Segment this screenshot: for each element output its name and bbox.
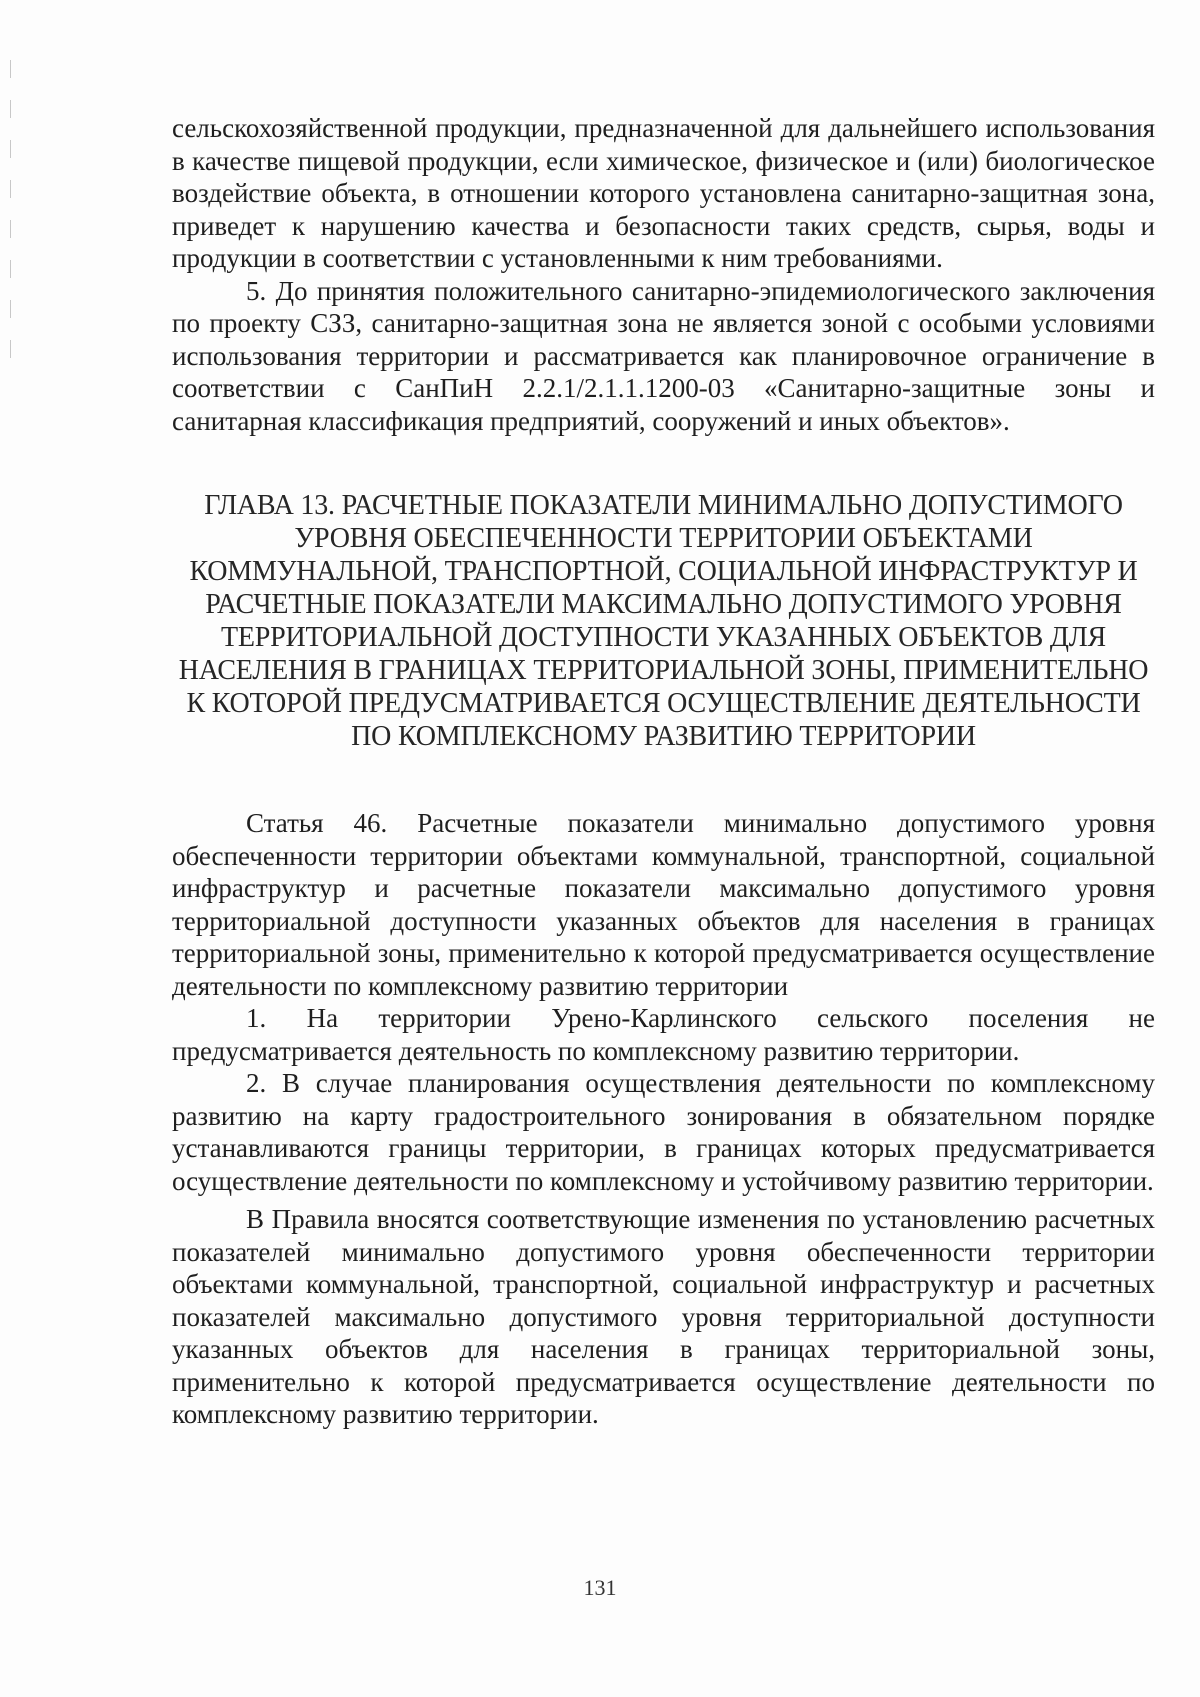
scan-mark xyxy=(10,300,11,318)
scan-mark xyxy=(10,260,11,278)
chapter-heading: ГЛАВА 13. РАСЧЕТНЫЕ ПОКАЗАТЕЛИ МИНИМАЛЬНО ДОПУСТИМОГО УРОВНЯ ОБЕСПЕЧЕННОСТИ ТЕРРИТОРИИ ОБЪЕКТАМИ КОММУНАЛЬНОЙ, ТРАНСПОРТНОЙ, СОЦИАЛЬНОЙ ИНФРАСТРУКТУР И РАСЧЕТНЫЕ ПОКАЗАТЕЛИ МАКСИМАЛЬНО ДОПУСТИМОГО УРОВНЯ ТЕРРИТОРИАЛЬНОЙ ДОСТУПНОСТИ УКАЗАННЫХ ОБЪЕКТОВ ДЛЯ НАСЕЛЕНИЯ В ГРАНИЦАХ ТЕРРИТОРИАЛЬНОЙ ЗОНЫ, ПРИМЕНИТЕЛЬНО К КОТОРОЙ ПРЕДУСМАТРИВАЕТСЯ ОСУЩЕСТВЛЕНИЕ ДЕЯТЕЛЬНОСТИ ПО КОМПЛЕКСНОМУ РАЗВИТИЮ ТЕРРИТОРИИ xyxy=(178,490,1149,752)
scan-mark xyxy=(10,140,11,158)
paragraph-amendment: В Правила вносятся соответствующие изменения по установлению расчетных показателей минимально допустимого уровня обеспеченности территории объектами коммунальной, транспортной, социальной инфраструктур и расчетных показателей максимально допустимого уровня территориальной доступности указанных объектов для населения в границах территориальной зоны, применительно к которой предусматривается осуществление деятельности по комплексному развитию территории. xyxy=(172,1204,1155,1429)
article-heading: Статья 46. Расчетные показатели минимально допустимого уровня обеспеченности территории объектами коммунальной, транспортной, социальной инфраструктур и расчетные показатели максимально допустимого уровня территориальной доступности указанных объектов для населения в границах территориальной зоны, применительно к которой предусматривается осуществление деятельности по комплексному развитию территории xyxy=(172,808,1155,1001)
spacer xyxy=(172,753,1155,807)
scan-mark xyxy=(10,180,11,198)
page-number: 131 xyxy=(583,1575,617,1600)
page-content xyxy=(172,112,1155,1431)
scan-mark xyxy=(10,220,11,238)
paragraph-continuation: сельскохозяйственной продукции, предназначенной для дальнейшего использования в качестве пищевой продукции, если химическое, физическое и (или) биологическое воздействие объекта, в отношении которого установлена санитарно-защитная зона, приведет к нарушению качества и безопасности таких средств, сырья, воды и продукции в соответствии с установленными к ним требованиями. xyxy=(172,113,1155,273)
scan-mark xyxy=(10,100,11,118)
scan-mark xyxy=(10,60,11,78)
paragraph-item-2: 2. В случае планирования осуществления деятельности по комплексному развитию на карту градостроительного зонирования в обязательном порядке устанавливаются границы территории, в границах которых предусматривается осуществление деятельности по комплексному и устойчивому развитию территории. xyxy=(172,1068,1155,1196)
scan-margin-marks xyxy=(10,60,12,460)
paragraph-item-1: 1. На территории Урено-Карлинского сельского поселения не предусматривается деятельность по комплексному развитию территории. xyxy=(172,1003,1155,1066)
scan-mark xyxy=(10,340,11,358)
paragraph-item-5: 5. До принятия положительного санитарно-эпидемиологического заключения по проекту СЗЗ, санитарно-защитная зона не является зоной с особыми условиями использования территории и рассматривается как планировочное ограничение в соответствии с СанПиН 2.2.1/2.1.1.1200-03 «Санитарно-защитные зоны и санитарная классификация предприятий, сооружений и иных объектов». xyxy=(172,275,1155,436)
